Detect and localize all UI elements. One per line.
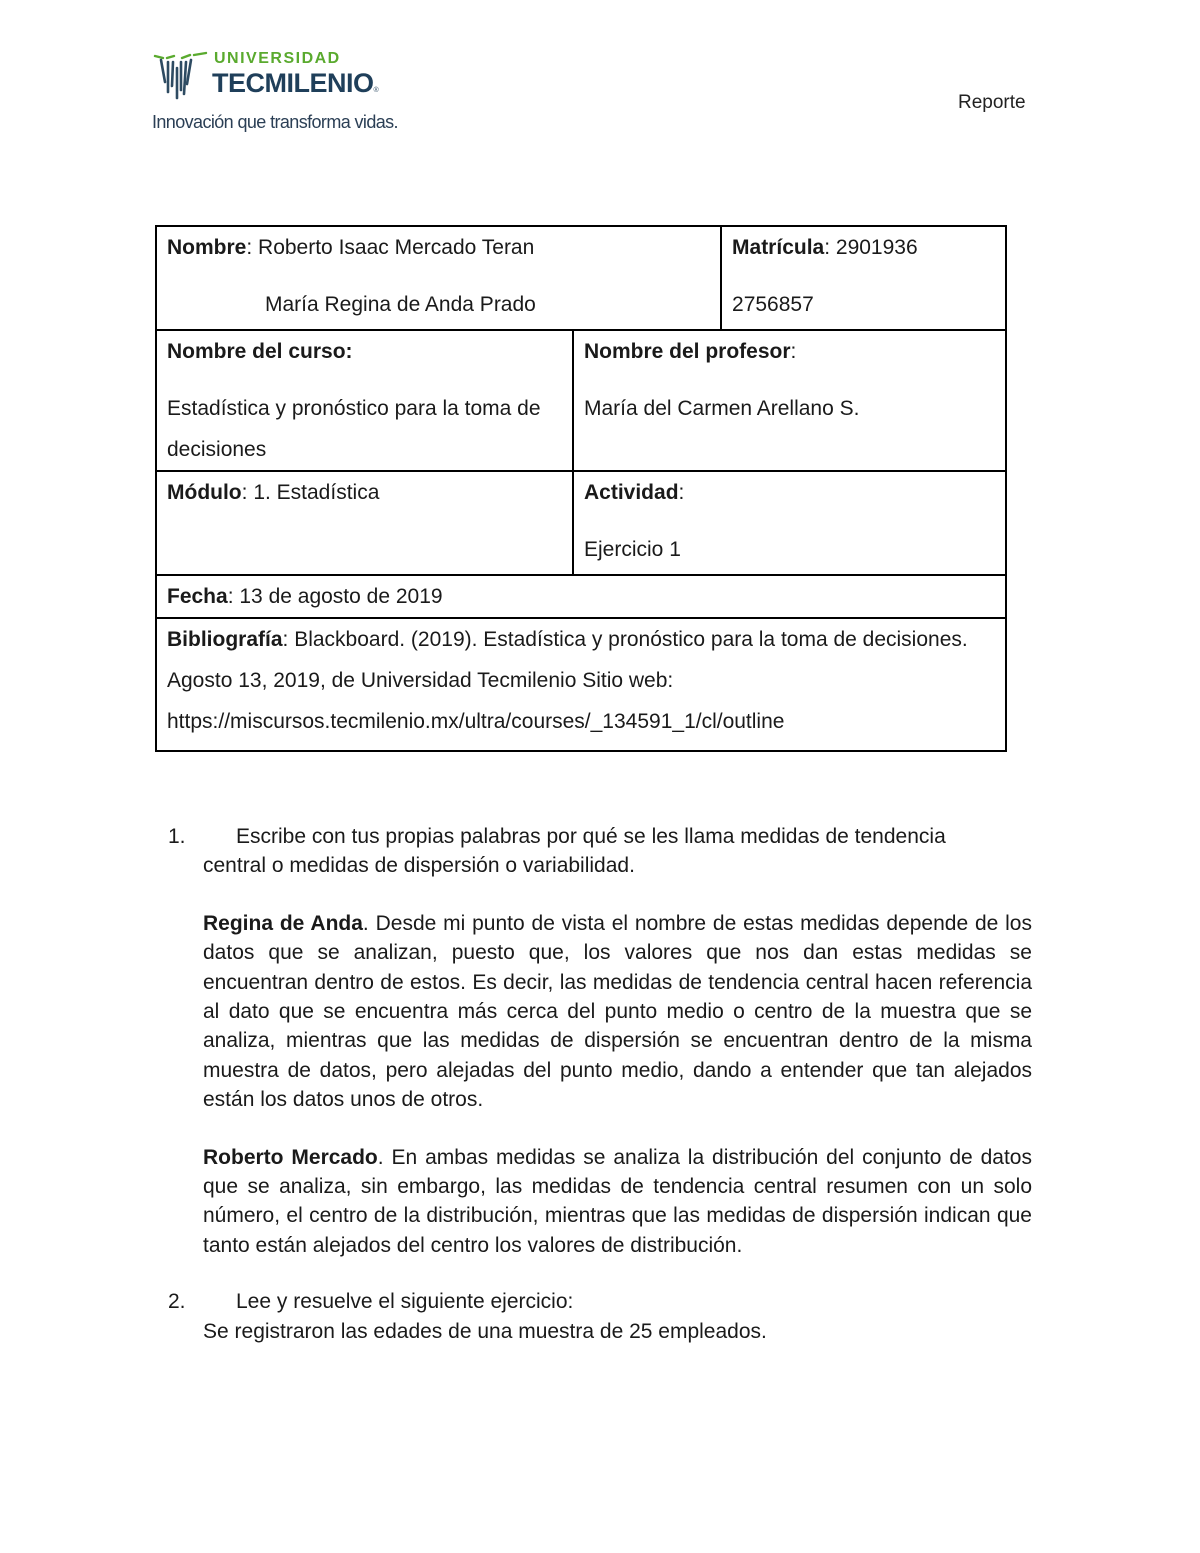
answer-text: En ambas medidas se analiza la distribución del conjunto de datos que se analiza, sin embargo, las medidas de tendencia central resumen con un solo número, el centro de la distribución, mientras que las medidas de dispersión indican que tanto están alejados del centro los valores de distribución. — [203, 1145, 1032, 1257]
profesor-value: María del Carmen Arellano S. — [584, 397, 860, 420]
profesor-label: Nombre del profesor — [584, 340, 791, 363]
tecmilenio-logo-icon — [152, 50, 210, 100]
modulo-label: Módulo — [167, 481, 242, 504]
row-fecha — [156, 575, 1006, 618]
fecha-value: 13 de agosto de 2019 — [239, 585, 443, 608]
logo-trademark: ® — [373, 87, 379, 94]
matricula-value-1: 2901936 — [835, 236, 918, 259]
answer-author: Regina de Anda — [203, 911, 363, 935]
question-2-line-1: Lee y resuelve el siguiente ejercicio: — [236, 1290, 574, 1314]
question-number: 2. — [168, 1290, 186, 1314]
cell-fecha: Fecha: 13 de agosto de 2019 — [156, 575, 1006, 618]
question-1-line-1: Escribe con tus propias palabras por qué se les llama medidas de tendencia — [236, 825, 946, 848]
answer-text: Desde mi punto de vista el nombre de estas medidas depende de los datos que se analizan, puesto que, los valores que nos dan estas medidas se encuentran dentro de estos. Es decir, las medidas de tendencia central hacen referencia al dato que se encuentra más cerca del punto medio o centro de la muestra que se analiza, mientras que las medidas de dispersión se encuentran dentro de la misma muestra de datos, pero alejadas del punto medio, dando a entender que tan alejados están los datos unos de otros. — [203, 911, 1032, 1112]
answer-author: Roberto Mercado — [203, 1145, 378, 1169]
biblio-value: Blackboard. (2019). Estadística y pronóstico para la toma de decisiones. Agosto 13, 2019, de Universidad Tecmilenio Sitio web: https://miscursos.tecmilenio.mx/ultra/courses/_134591_1/cl/outline — [167, 628, 968, 733]
answer-roberto: Roberto Mercado. En ambas medidas se analiza la distribución del conjunto de datos que se analiza, sin embargo, las medidas de tendencia central resumen con un solo número, el centro de la distribución, mientras que las medidas de dispersión indican que tanto están alejados del centro los valores de distribución. — [203, 1145, 1032, 1257]
cell-matricula: Matrícula: 2901936 2756857 — [721, 226, 1006, 330]
question-1-line-2: central o medidas de dispersión o variabilidad. — [203, 854, 635, 878]
question-1 — [168, 822, 1032, 851]
header-report-label: Reporte — [958, 92, 1026, 113]
document-body — [168, 822, 1032, 1346]
answer-regina: Regina de Anda. Desde mi punto de vista el nombre de estas medidas depende de los datos que se analizan, puesto que, los valores que nos dan estas medidas se encuentran dentro de estos. Es decir, las medidas de tendencia central hacen referencia al dato que se encuentra más cerca del punto medio o centro de la muestra que se analiza, mientras que las medidas de dispersión se encuentran dentro de la misma muestra de datos, pero alejadas del punto medio, dando a entender que tan alejados están los datos unos de otros. — [203, 911, 1032, 1112]
cell-actividad: Actividad: Ejercicio 1 — [573, 471, 1006, 575]
modulo-value: 1. Estadística — [253, 481, 380, 504]
row-bibliografia — [156, 618, 1006, 751]
logo-university-text: UNIVERSIDAD — [214, 50, 341, 67]
info-table — [155, 225, 1007, 752]
nombre-value-2: María Regina de Anda Prado — [265, 293, 536, 316]
matricula-label: Matrícula — [732, 236, 825, 259]
row-modulo — [156, 471, 1006, 575]
fecha-label: Fecha — [167, 585, 228, 608]
nombre-label: Nombre — [167, 236, 247, 259]
question-2-line-2: Se registraron las edades de una muestra de 25 empleados. — [203, 1319, 767, 1343]
curso-label: Nombre del curso: — [167, 340, 353, 363]
cell-nombre: Nombre: Roberto Isaac Mercado Teran María Regina de Anda Prado — [156, 226, 721, 330]
matricula-value-2: 2756857 — [732, 293, 814, 316]
row-nombre — [156, 226, 1006, 330]
cell-modulo: Módulo: 1. Estadística — [156, 471, 573, 575]
actividad-value: Ejercicio 1 — [584, 538, 681, 561]
actividad-label: Actividad — [584, 481, 679, 504]
biblio-label: Bibliografía — [167, 628, 283, 651]
logo-slogan: Innovación que transforma vidas. — [152, 112, 398, 132]
curso-value: Estadística y pronóstico para la toma de decisiones — [167, 397, 541, 461]
question-2 — [168, 1287, 1032, 1316]
logo-name-text: TECMILENIO — [212, 68, 374, 98]
nombre-value-1: Roberto Isaac Mercado Teran — [258, 236, 535, 259]
row-curso — [156, 330, 1006, 471]
university-logo — [152, 48, 452, 138]
cell-bibliografia: Bibliografía: Blackboard. (2019). Estadística y pronóstico para la toma de decisiones. Agosto 13, 2019, de Universidad Tecmilenio Sitio web: https://miscursos.tecmilenio.mx/ultra/courses/_134591_1/cl/outline — [156, 618, 1006, 751]
question-number: 1. — [168, 825, 186, 848]
cell-curso — [156, 330, 573, 471]
logo-name — [212, 68, 378, 99]
cell-profesor: Nombre del profesor: María del Carmen Arellano S. — [573, 330, 1006, 471]
